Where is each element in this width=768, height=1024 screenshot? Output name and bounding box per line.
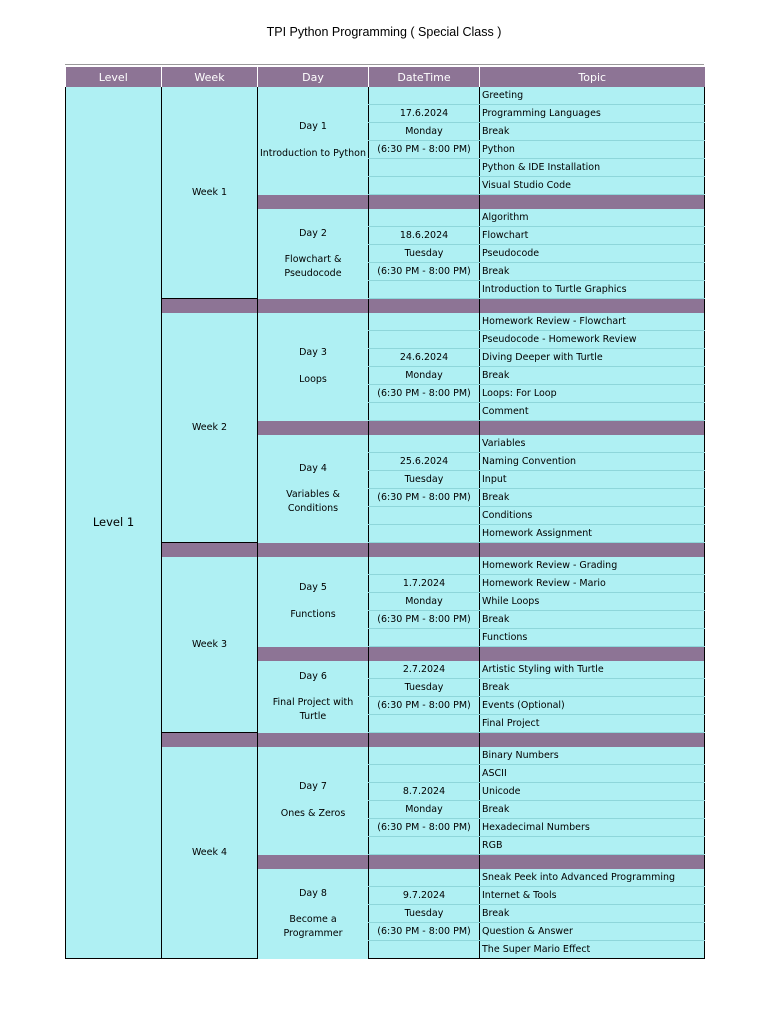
datetime-empty-cell: [369, 869, 480, 887]
day-subtitle: Pseudocode: [284, 268, 342, 280]
day-subtitle: Final Project with: [272, 697, 354, 709]
week-cell: Week 4: [162, 747, 258, 959]
header-topic: Topic: [480, 67, 705, 87]
date-text: 17.6.2024: [369, 105, 480, 123]
topic-text: Events (Optional): [480, 697, 705, 715]
topic-text: Visual Studio Code: [480, 177, 705, 195]
date-text: 9.7.2024: [369, 887, 480, 905]
datetime-empty-cell: [369, 281, 480, 299]
table-row: [66, 747, 705, 765]
time-text: (6:30 PM - 8:00 PM): [369, 385, 480, 403]
separator-cell: [480, 299, 705, 314]
table-row: [66, 557, 705, 575]
datetime-empty-cell: [369, 941, 480, 959]
day-subtitle: Introduction to Python: [259, 148, 367, 160]
separator-cell: [369, 195, 480, 210]
time-text: (6:30 PM - 8:00 PM): [369, 923, 480, 941]
datetime-empty-cell: [369, 557, 480, 575]
document-title: TPI Python Programming ( Special Class ): [266, 25, 502, 39]
separator-cell: [258, 647, 369, 662]
header-row: [66, 67, 705, 87]
week-cell: Week 2: [162, 313, 258, 543]
day-cell: [258, 209, 369, 299]
datetime-empty-cell: [369, 159, 480, 177]
date-text: 24.6.2024: [369, 349, 480, 367]
separator-row: [66, 299, 705, 314]
separator-cell: [369, 647, 480, 662]
separator-cell: [258, 855, 369, 870]
time-text: (6:30 PM - 8:00 PM): [369, 697, 480, 715]
topic-text: Functions: [480, 629, 705, 647]
weekday-text: Monday: [369, 801, 480, 819]
separator-cell: [480, 855, 705, 870]
date-text: 18.6.2024: [369, 227, 480, 245]
weekday-text: Monday: [369, 593, 480, 611]
day-name: Day 4: [299, 462, 327, 474]
topic-text: Break: [480, 679, 705, 697]
week-cell: Week 1: [162, 87, 258, 299]
weekday-text: Tuesday: [369, 245, 480, 263]
table-row: [66, 87, 705, 105]
separator-cell: [258, 543, 369, 558]
topic-text: Break: [480, 801, 705, 819]
header-level: Level: [66, 67, 162, 87]
schedule-table: [65, 67, 705, 959]
topic-text: Break: [480, 367, 705, 385]
day-cell: [258, 661, 369, 733]
topic-text: Python: [480, 141, 705, 159]
day-subtitle: Loops: [299, 374, 327, 386]
weekday-text: Tuesday: [369, 679, 480, 697]
day-name: Day 8: [299, 887, 327, 899]
topic-text: Conditions: [480, 507, 705, 525]
topic-text: Artistic Styling with Turtle: [480, 661, 705, 679]
topic-text: Sneak Peek into Advanced Programming: [480, 869, 705, 887]
header-day: Day: [258, 67, 369, 87]
day-name: Day 7: [299, 781, 327, 793]
topic-text: Homework Review - Grading: [480, 557, 705, 575]
datetime-empty-cell: [369, 629, 480, 647]
time-text: (6:30 PM - 8:00 PM): [369, 263, 480, 281]
separator-cell: [258, 195, 369, 210]
time-text: (6:30 PM - 8:00 PM): [369, 141, 480, 159]
topic-text: Naming Convention: [480, 453, 705, 471]
separator-cell: [480, 647, 705, 662]
day-subtitle: Conditions: [287, 503, 339, 515]
topic-text: Flowchart: [480, 227, 705, 245]
day-name: Day 1: [299, 121, 327, 133]
datetime-empty-cell: [369, 331, 480, 349]
topic-text: Break: [480, 905, 705, 923]
weekday-text: Monday: [369, 367, 480, 385]
separator-cell: [258, 421, 369, 436]
topic-text: Pseudocode: [480, 245, 705, 263]
table-row: [66, 313, 705, 331]
topic-text: Unicode: [480, 783, 705, 801]
day-cell: [258, 435, 369, 543]
datetime-empty-cell: [369, 435, 480, 453]
weekday-text: Tuesday: [369, 905, 480, 923]
separator-row: [66, 733, 705, 748]
datetime-empty-cell: [369, 313, 480, 331]
topic-text: Homework Review - Mario: [480, 575, 705, 593]
separator-cell: [480, 733, 705, 748]
weekday-text: Monday: [369, 123, 480, 141]
topic-text: Break: [480, 611, 705, 629]
topic-text: Input: [480, 471, 705, 489]
day-subtitle: Turtle: [299, 711, 327, 723]
topic-text: Pseudocode - Homework Review: [480, 331, 705, 349]
topic-text: ASCII: [480, 765, 705, 783]
day-subtitle: Functions: [290, 609, 336, 621]
week-cell: Week 3: [162, 557, 258, 733]
date-text: 2.7.2024: [369, 661, 480, 679]
topic-text: Introduction to Turtle Graphics: [480, 281, 705, 299]
header-datetime: DateTime: [369, 67, 480, 87]
datetime-empty-cell: [369, 177, 480, 195]
separator-cell: [369, 299, 480, 314]
separator-cell: [369, 421, 480, 436]
datetime-empty-cell: [369, 765, 480, 783]
datetime-empty-cell: [369, 87, 480, 105]
day-cell: [258, 87, 369, 195]
topic-text: Loops: For Loop: [480, 385, 705, 403]
separator-cell: [258, 733, 369, 748]
topic-text: Variables: [480, 435, 705, 453]
separator-cell: [480, 543, 705, 558]
day-name: Day 5: [299, 582, 327, 594]
date-text: 25.6.2024: [369, 453, 480, 471]
day-subtitle: Variables &: [286, 489, 340, 501]
day-name: Day 3: [299, 347, 327, 359]
topic-text: Comment: [480, 403, 705, 421]
time-text: (6:30 PM - 8:00 PM): [369, 819, 480, 837]
separator-cell: [480, 195, 705, 210]
header-week: Week: [162, 67, 258, 87]
day-subtitle: Become a: [289, 914, 337, 926]
header-rule: [65, 64, 704, 65]
topic-text: Programming Languages: [480, 105, 705, 123]
separator-cell: [480, 421, 705, 436]
topic-text: The Super Mario Effect: [480, 941, 705, 959]
separator-cell: [369, 733, 480, 748]
topic-text: RGB: [480, 837, 705, 855]
separator-cell: [258, 299, 369, 314]
topic-text: Algorithm: [480, 209, 705, 227]
topic-text: Homework Review - Flowchart: [480, 313, 705, 331]
day-cell: [258, 747, 369, 855]
date-text: 1.7.2024: [369, 575, 480, 593]
weekday-text: Tuesday: [369, 471, 480, 489]
topic-text: Diving Deeper with Turtle: [480, 349, 705, 367]
separator-row: [66, 543, 705, 558]
day-subtitle: Ones & Zeros: [280, 808, 346, 820]
topic-text: Question & Answer: [480, 923, 705, 941]
separator-cell: [162, 299, 258, 314]
level-cell: Level 1: [66, 87, 162, 959]
datetime-empty-cell: [369, 507, 480, 525]
topic-text: Homework Assignment: [480, 525, 705, 543]
time-text: (6:30 PM - 8:00 PM): [369, 489, 480, 507]
topic-text: Break: [480, 489, 705, 507]
topic-text: Binary Numbers: [480, 747, 705, 765]
day-name: Day 2: [299, 227, 327, 239]
day-cell: [258, 869, 369, 959]
day-subtitle: Flowchart &: [284, 254, 342, 266]
datetime-empty-cell: [369, 209, 480, 227]
datetime-empty-cell: [369, 403, 480, 421]
topic-text: Hexadecimal Numbers: [480, 819, 705, 837]
topic-text: Greeting: [480, 87, 705, 105]
separator-cell: [162, 543, 258, 558]
topic-text: Final Project: [480, 715, 705, 733]
date-text: 8.7.2024: [369, 783, 480, 801]
day-cell: [258, 313, 369, 421]
day-subtitle: Programmer: [283, 928, 343, 940]
time-text: (6:30 PM - 8:00 PM): [369, 611, 480, 629]
datetime-empty-cell: [369, 525, 480, 543]
topic-text: While Loops: [480, 593, 705, 611]
datetime-empty-cell: [369, 837, 480, 855]
topic-text: Break: [480, 123, 705, 141]
day-cell: [258, 557, 369, 647]
day-name: Day 6: [299, 670, 327, 682]
datetime-empty-cell: [369, 715, 480, 733]
datetime-empty-cell: [369, 747, 480, 765]
topic-text: Python & IDE Installation: [480, 159, 705, 177]
separator-cell: [162, 733, 258, 748]
schedule-body: [66, 87, 705, 959]
topic-text: Internet & Tools: [480, 887, 705, 905]
topic-text: Break: [480, 263, 705, 281]
separator-cell: [369, 543, 480, 558]
separator-cell: [369, 855, 480, 870]
